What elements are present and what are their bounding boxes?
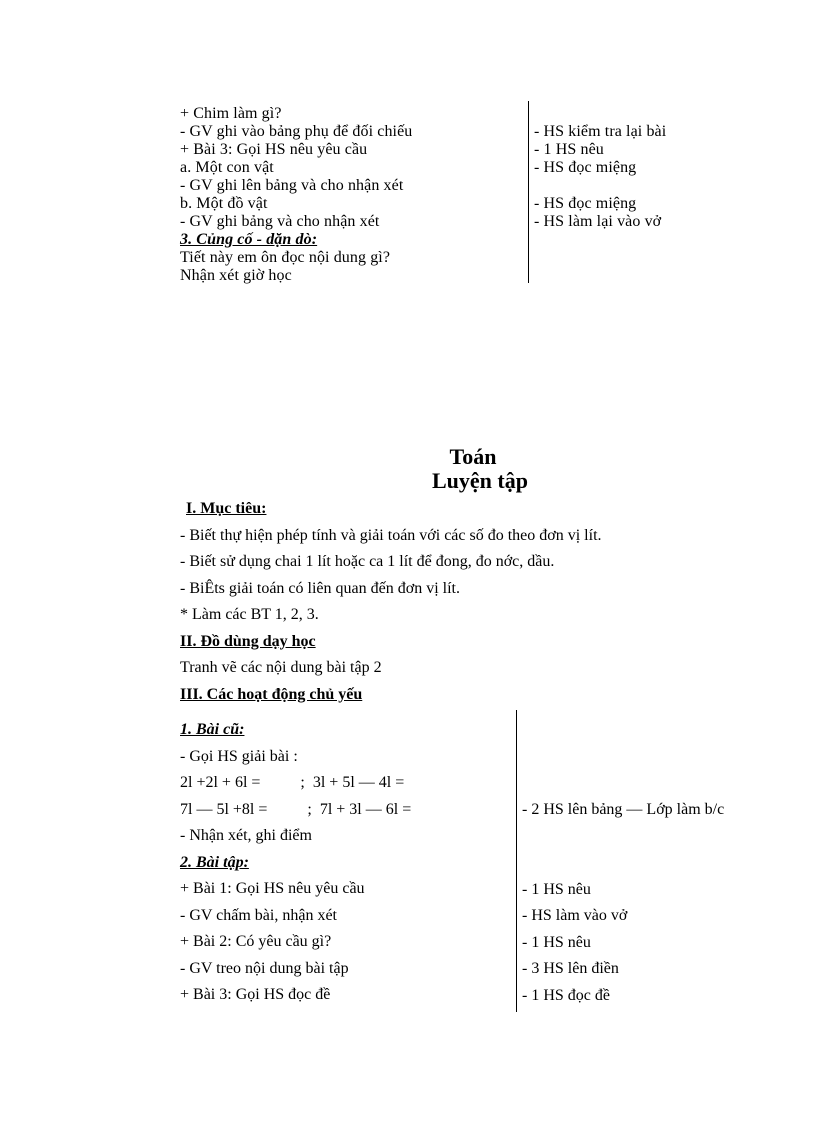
text-line: - HS làm lại vào vở [534, 213, 662, 230]
text-line: - 1 HS nêu [522, 880, 591, 898]
activities-right-column [522, 797, 724, 1009]
materials-text: Tranh vẽ các nội dung bài tập 2 [180, 659, 382, 676]
text-line: 2l +2l + 6l = ; 3l + 5l — 4l = [180, 774, 405, 791]
top-left-column [180, 105, 412, 285]
subject-title: Toán [449, 444, 497, 469]
text-line: Nhận xét giờ học [180, 267, 292, 284]
objective-item: - Biết thự hiện phép tính và giải toán với các số đo theo đơn vị lít. [180, 526, 602, 544]
objectives-block [180, 496, 602, 708]
text-line: + Bài 3: Gọi HS nêu yêu cầu [180, 141, 368, 158]
old-lesson-heading: 1. Bài cũ: [180, 721, 245, 738]
text-line: - HS làm vào vở [522, 907, 628, 924]
activities-left-column [180, 717, 411, 1009]
text-line: - GV ghi vào bảng phụ để đối chiếu [180, 123, 413, 140]
exercise-heading: 2. Bài tập: [180, 853, 249, 871]
activities-column-divider [516, 710, 517, 1012]
text-line: 7l — 5l +8l = ; 7l + 3l — 6l = [180, 800, 412, 818]
top-right-column [534, 105, 666, 231]
top-column-divider [528, 101, 529, 283]
text-line: - 1 HS nêu [522, 933, 591, 951]
objective-item: - BiÊts giải toán có liên quan đến đơn vị lít. [180, 579, 460, 597]
objective-item: * Làm các BT 1, 2, 3. [180, 606, 319, 623]
materials-heading: II. Đồ dùng dạy học [180, 632, 316, 650]
text-line: - Nhận xét, ghi điểm [180, 827, 312, 844]
activities-heading: III. Các hoạt động chủ yếu [180, 685, 363, 703]
text-line [534, 177, 666, 195]
text-line: - Gọi HS giải bài : [180, 747, 298, 765]
text-line: Tiết này em ôn đọc nội dung gì? [180, 249, 391, 266]
text-line [534, 105, 666, 123]
text-line: - GV treo nội dung bài tập [180, 959, 349, 977]
lesson-title: Luyện tập [432, 468, 528, 493]
text-line: - 1 HS nêu [534, 141, 604, 158]
text-line: - GV chấm bài, nhận xét [180, 906, 337, 924]
text-line: - HS kiểm tra lại bài [534, 123, 667, 140]
text-line: a. Một con vật [180, 159, 274, 176]
text-line: + Bài 1: Gọi HS nêu yêu cầu [180, 880, 365, 897]
text-line: + Bài 2: Có yêu cầu gì? [180, 933, 332, 950]
text-line: - HS đọc miệng [534, 195, 637, 212]
text-line: - GV ghi bảng và cho nhận xét [180, 213, 380, 230]
objectives-heading: I. Mục tiêu: [186, 500, 267, 517]
text-line: - 3 HS lên điền [522, 960, 619, 977]
text-line: + Chim làm gì? [180, 105, 282, 122]
text-line: - 1 HS đọc đề [522, 986, 610, 1004]
text-line: b. Một đồ vật [180, 195, 268, 212]
text-line: - GV ghi lên bảng và cho nhận xét [180, 177, 404, 194]
objective-item: - Biết sử dụng chai 1 lít hoặc ca 1 lít để đong, đo nớc, dầu. [180, 553, 555, 570]
text-line: + Bài 3: Gọi HS đọc đề [180, 986, 331, 1003]
section-heading: 3. Củng cố - dặn dò: [180, 231, 318, 248]
text-line: - 2 HS lên bảng — Lớp làm b/c [522, 801, 725, 818]
text-line: - HS đọc miệng [534, 159, 637, 176]
